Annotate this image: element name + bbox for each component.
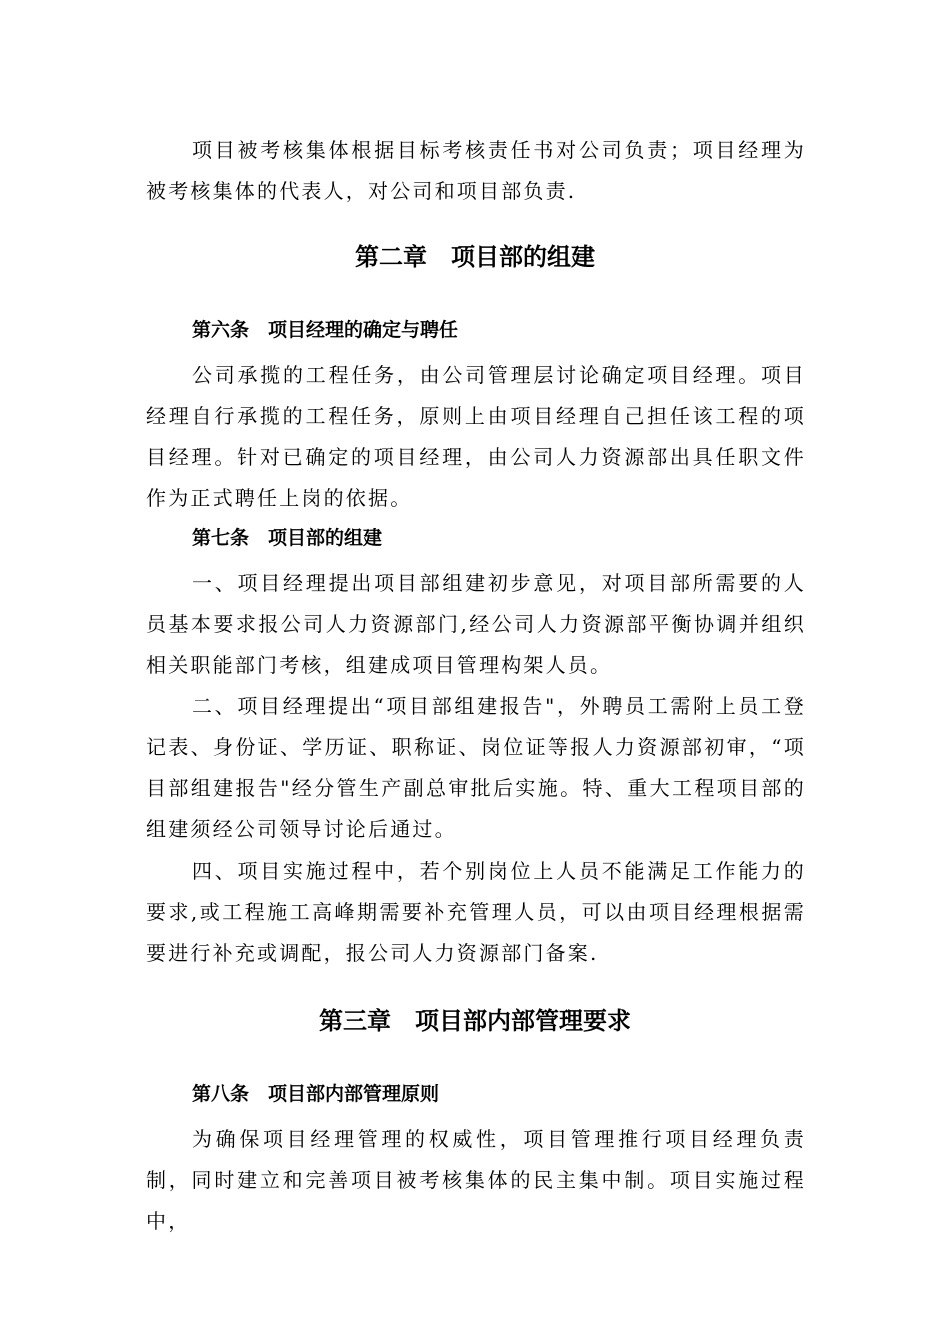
paragraph-intro: 项目被考核集体根据目标考核责任书对公司负责；项目经理为被考核集体的代表人，对公司和项目部负责. xyxy=(146,138,806,203)
article-7-paragraph-2: 二、项目经理提出“项目部组建报告"，外聘员工需附上员工登记表、身份证、学历证、职称证、岗位证等报人力资源部初审，“项目部组建报告"经分管生产副总审批后实施。特、重大工程项目部的组建须经公司领导讨论后通过。 xyxy=(146,694,806,841)
article-8-paragraph: 为确保项目经理管理的权威性，项目管理推行项目经理负责制，同时建立和完善项目被考核集体的民主集中制。项目实施过程中， xyxy=(146,1127,806,1233)
article-7-heading: 第七条 项目部的组建 xyxy=(192,527,383,549)
article-8-heading: 第八条 项目部内部管理原则 xyxy=(192,1083,440,1105)
article-7-paragraph-3: 四、项目实施过程中，若个别岗位上人员不能满足工作能力的要求,或工程施工高峰期需要补充管理人员，可以由项目经理根据需要进行补充或调配，报公司人力资源部门备案. xyxy=(146,859,806,965)
article-7-paragraph-1: 一、项目经理提出项目部组建初步意见，对项目部所需要的人员基本要求报公司人力资源部门,经公司人力资源部平衡协调并组织相关职能部门考核，组建成项目管理构架人员。 xyxy=(146,571,806,677)
article-6-paragraph: 公司承揽的工程任务，由公司管理层讨论确定项目经理。项目经理自行承揽的工程任务，原则上由项目经理自己担任该工程的项目经理。针对已确定的项目经理，由公司人力资源部出具任职文件作为正式聘任上岗的依据。 xyxy=(146,363,806,510)
chapter-3-heading: 第三章 项目部内部管理要求 xyxy=(319,1007,631,1035)
chapter-2-heading: 第二章 项目部的组建 xyxy=(355,243,595,271)
article-6-heading: 第六条 项目经理的确定与聘任 xyxy=(192,319,459,341)
